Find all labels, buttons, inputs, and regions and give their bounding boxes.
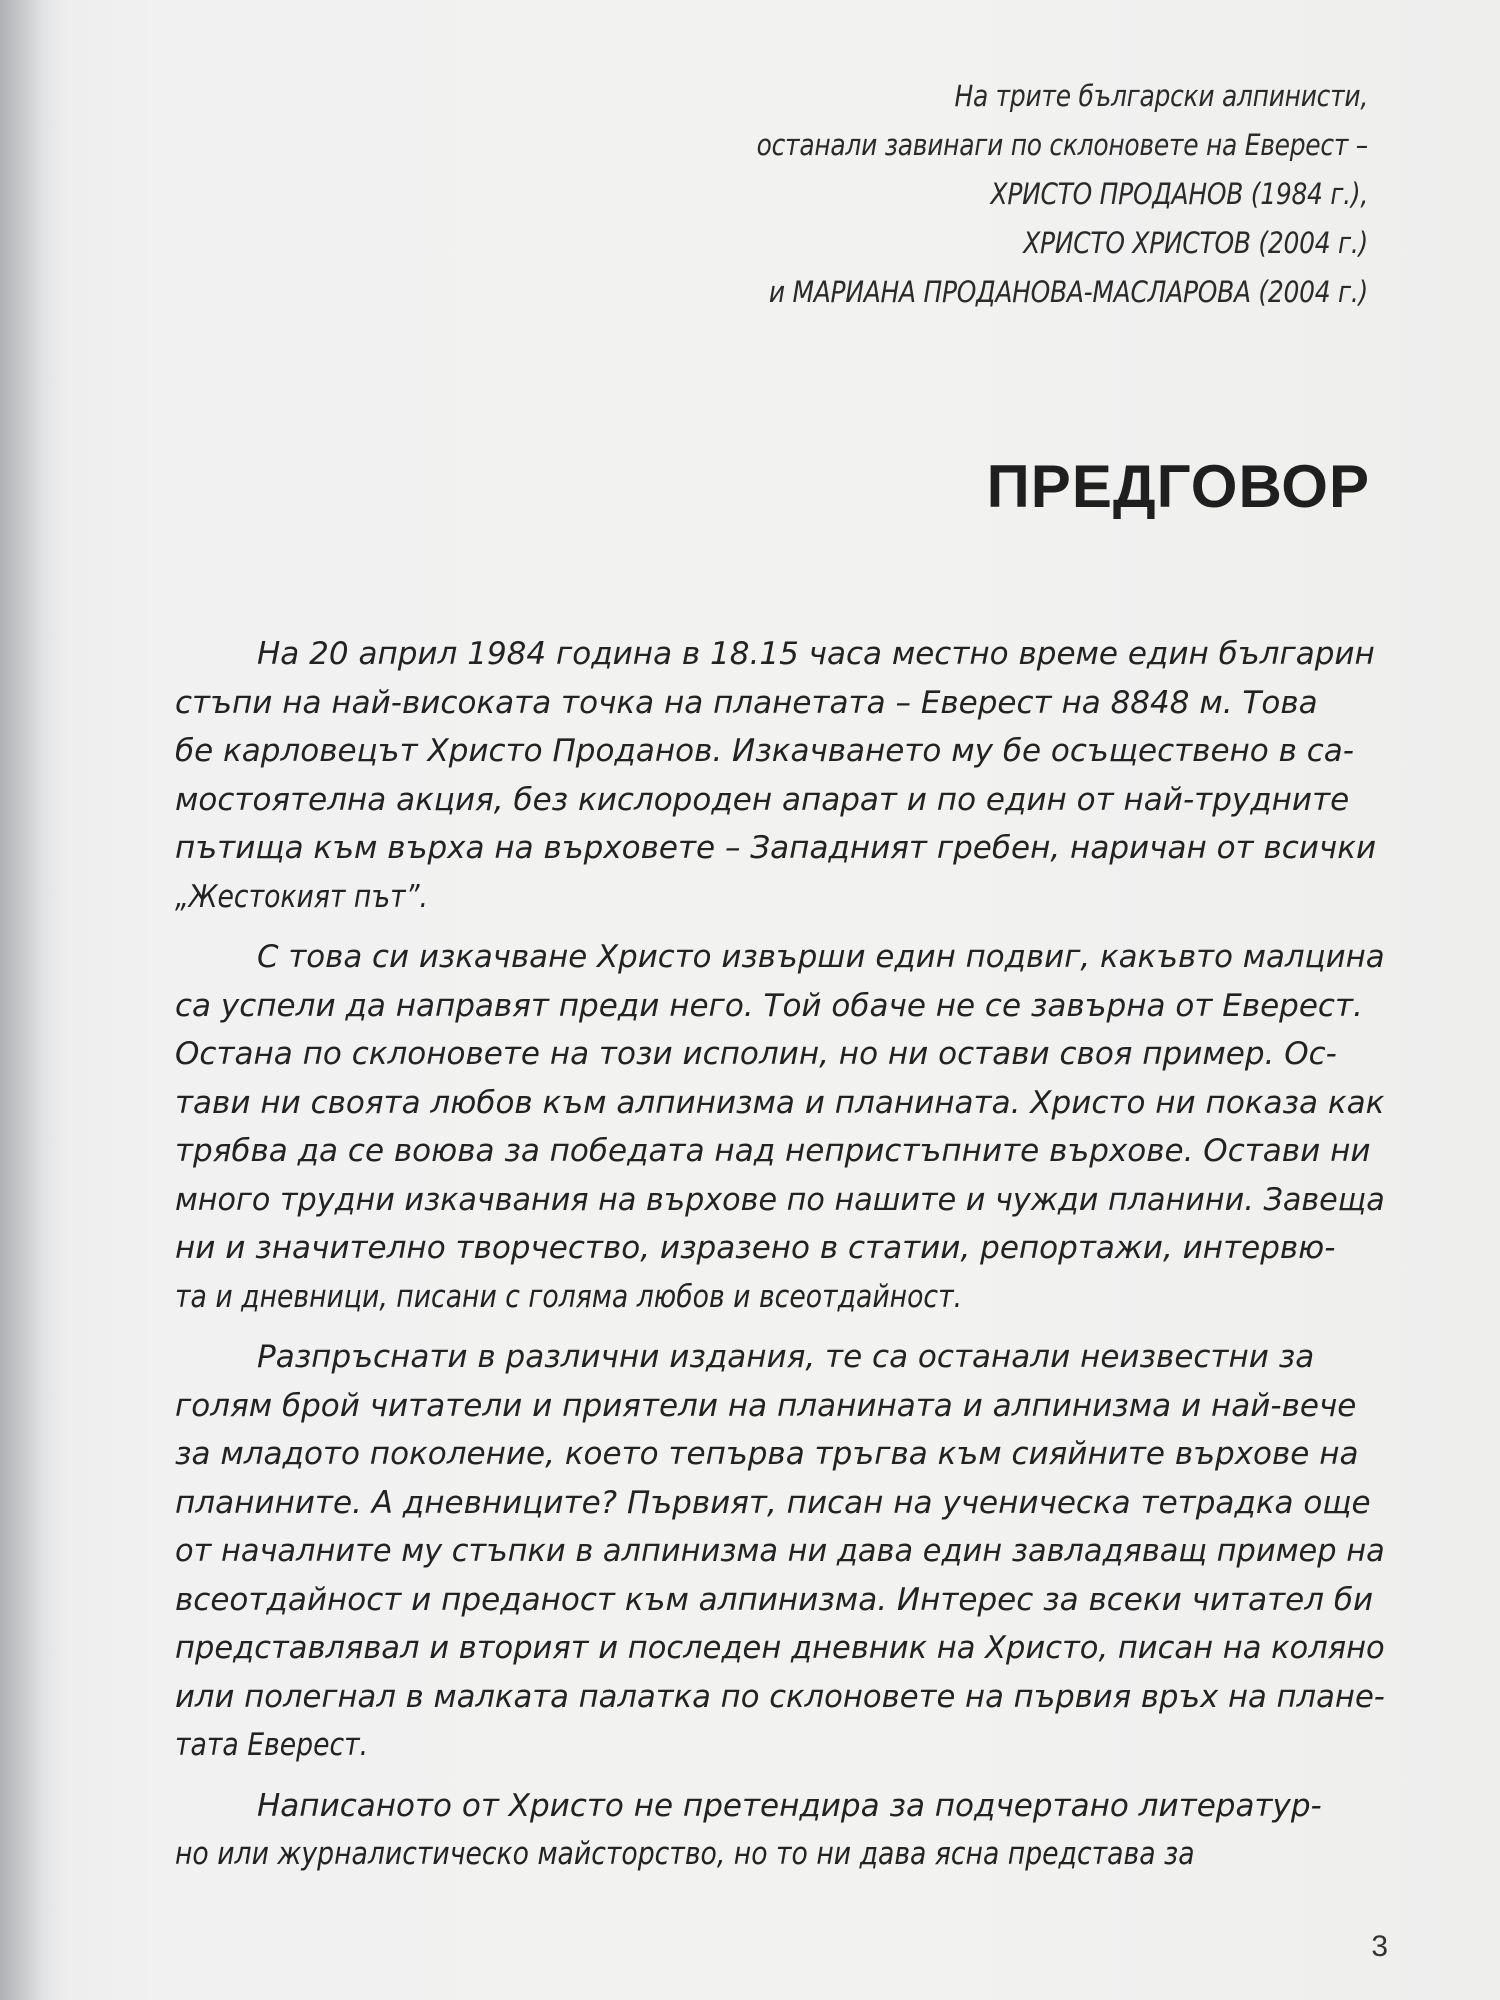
- text-line: стъпи на най-високата точка на планетата – Еверест на 8848 м. Това: [175, 684, 1318, 721]
- paragraph: [175, 933, 1385, 1321]
- paragraph: [175, 1782, 1385, 1879]
- text-line: всеотдайност и преданост към алпинизма. Интерес за всеки читател би: [175, 1581, 1374, 1618]
- dedication-line: ХРИСТО ХРИСТОВ (2004 г.): [1023, 226, 1368, 260]
- text-line: трябва да се воюва за победата над непристъпните върхове. Остави ни: [175, 1133, 1371, 1169]
- text-line: На 20 април 1984 година в 18.15 часа местно време един българин: [257, 636, 1375, 672]
- text-line: от началните му стъпки в алпинизма ни дава един завладяващ пример на: [175, 1533, 1385, 1569]
- text-line: много трудни изкачвания на върхове по нашите и чужди планини. Завеща: [175, 1181, 1385, 1218]
- text-line: тата Еверест.: [175, 1727, 369, 1763]
- dedication-line: На трите български алпинисти,: [954, 79, 1368, 113]
- text-line: Разпръснати в различни издания, те са останали неизвестни за: [257, 1339, 1315, 1375]
- text-line: Написаното от Христо не претендира за подчертано литератур-: [257, 1787, 1322, 1824]
- paragraph: [175, 1333, 1385, 1770]
- page-number: 3: [1371, 1930, 1388, 1963]
- text-line: С това си изкачване Христо извърши един подвиг, какъвто малцина: [257, 939, 1385, 975]
- text-line: Остана по склоновете на този исполин, но ни остави своя пример. Ос-: [175, 1036, 1337, 1072]
- text-line: голям брой читатели и приятели на планината и алпинизма и най-вече: [175, 1387, 1357, 1424]
- dedication-line: ХРИСТО ПРОДАНОВ (1984 г.),: [990, 177, 1368, 211]
- body-text: [175, 630, 1385, 1891]
- text-line: за младото поколение, което тепърва тръгва към сияйните върхове на: [175, 1436, 1359, 1472]
- text-line: планините. А дневниците? Първият, писан на ученическа тетрадка още: [175, 1484, 1371, 1521]
- text-line: „Жестокият път”.: [175, 878, 428, 915]
- dedication-line: останали завинаги по склоновете на Еверест –: [756, 128, 1368, 162]
- text-line: пътища към върха на върховете – Западният гребен, наричан от всички: [175, 830, 1377, 866]
- text-line: бе карловецът Христо Проданов. Изкачването му бе осъществено в са-: [175, 733, 1354, 769]
- text-line: представлявал и вторият и последен дневник на Христо, писан на коляно: [175, 1630, 1385, 1666]
- text-line: ни и значително творчество, изразено в статии, репортажи, интервю-: [175, 1230, 1336, 1266]
- book-spine-shadow: [0, 0, 62, 2000]
- text-line: мостоятелна акция, без кислороден апарат и по един от най-трудните: [175, 781, 1350, 818]
- text-line: но или журналистическо майсторство, но то ни дава ясна представа за: [175, 1836, 1195, 1872]
- text-line: са успели да направят преди него. Той обаче не се завърна от Еверест.: [175, 987, 1363, 1024]
- paragraph: [175, 630, 1385, 921]
- dedication-line: и МАРИАНА ПРОДАНОВА-МАСЛАРОВА (2004 г.): [768, 275, 1368, 309]
- text-line: та и дневници, писани с голяма любов и всеотдайност.: [175, 1278, 963, 1315]
- chapter-title: ПРЕДГОВОР: [986, 453, 1370, 520]
- dedication: [594, 72, 1368, 317]
- text-line: тави ни своята любов към алпинизма и планината. Христо ни показа как: [175, 1084, 1385, 1121]
- text-line: или полегнал в малката палатка по склоновете на първия връх на плане-: [175, 1678, 1385, 1715]
